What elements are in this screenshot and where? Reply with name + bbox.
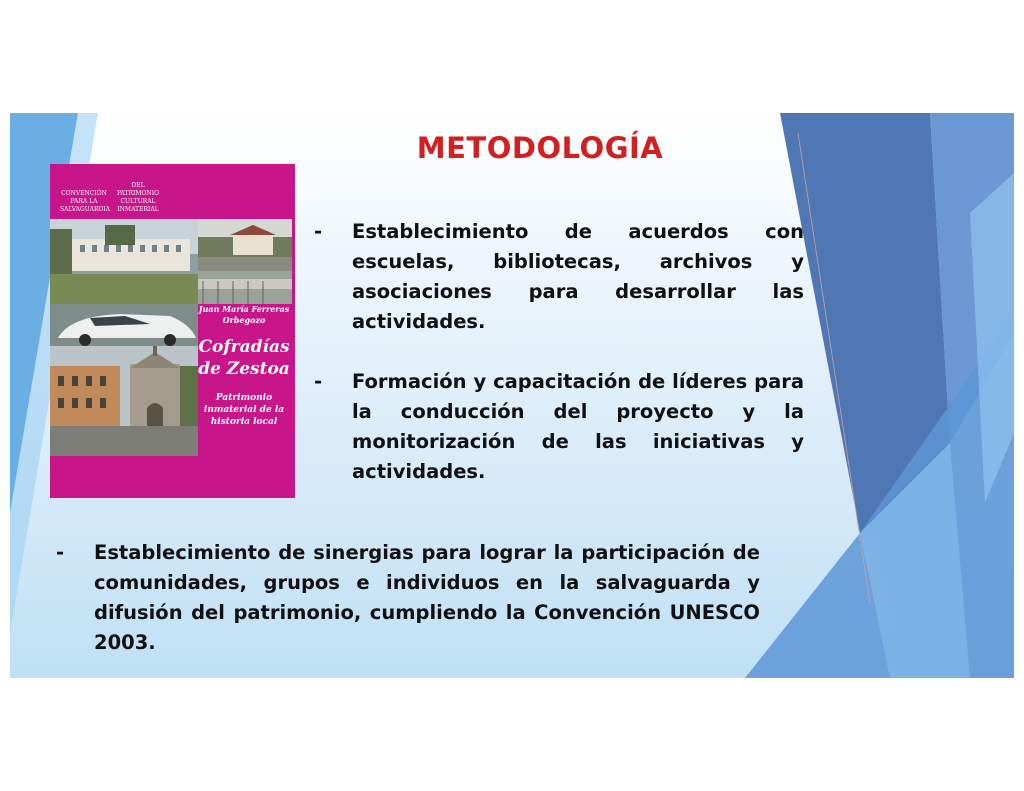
cover-header-right: DEL PATRIMONIO CULTURAL INMATERIAL — [117, 182, 159, 213]
cover-subtitle: Patrimonio inmaterial de la historia local — [203, 393, 285, 427]
cover-header — [60, 182, 162, 214]
cover-header-left: CONVENCIÓN PARA LA SALVAGUARDIA — [60, 190, 111, 213]
photo-church — [50, 346, 198, 456]
slide — [10, 113, 1014, 678]
bullet-text: Establecimiento de sinergias para lograr la participación de comunidades, grupos e individuos en la salvaguarda y difusión del patrimonio, cumpliendo la Convención UNESCO 2003. — [94, 541, 760, 654]
bullet-dash: - — [314, 370, 323, 393]
book-cover-image — [50, 164, 295, 498]
cover-title: Cofradías de Zestoa — [198, 337, 290, 379]
cover-author: Juan María Ferreras Orbegozo — [198, 304, 290, 325]
bullet-list — [314, 217, 804, 517]
bullet-dash: - — [314, 220, 323, 243]
bullet-text: Formación y capacitación de líderes para la conducción del proyecto y la monitorización de las iniciativas y actividades. — [352, 370, 804, 483]
photo-car — [50, 304, 198, 346]
bullet-dash: - — [56, 541, 65, 564]
slide-title: METODOLOGÍA — [416, 131, 664, 165]
bullet-text: Establecimiento de acuerdos con escuelas, bibliotecas, archivos y asociaciones para desarrollar las actividades. — [352, 220, 804, 333]
cover-text — [198, 304, 290, 428]
photo-houses — [198, 219, 292, 271]
photo-bridge — [198, 271, 292, 304]
bullet-item — [56, 538, 760, 658]
photo-building-park — [50, 219, 198, 304]
bullet-item — [314, 217, 804, 337]
bullet-item — [314, 367, 804, 487]
bottom-bullet — [56, 538, 760, 658]
